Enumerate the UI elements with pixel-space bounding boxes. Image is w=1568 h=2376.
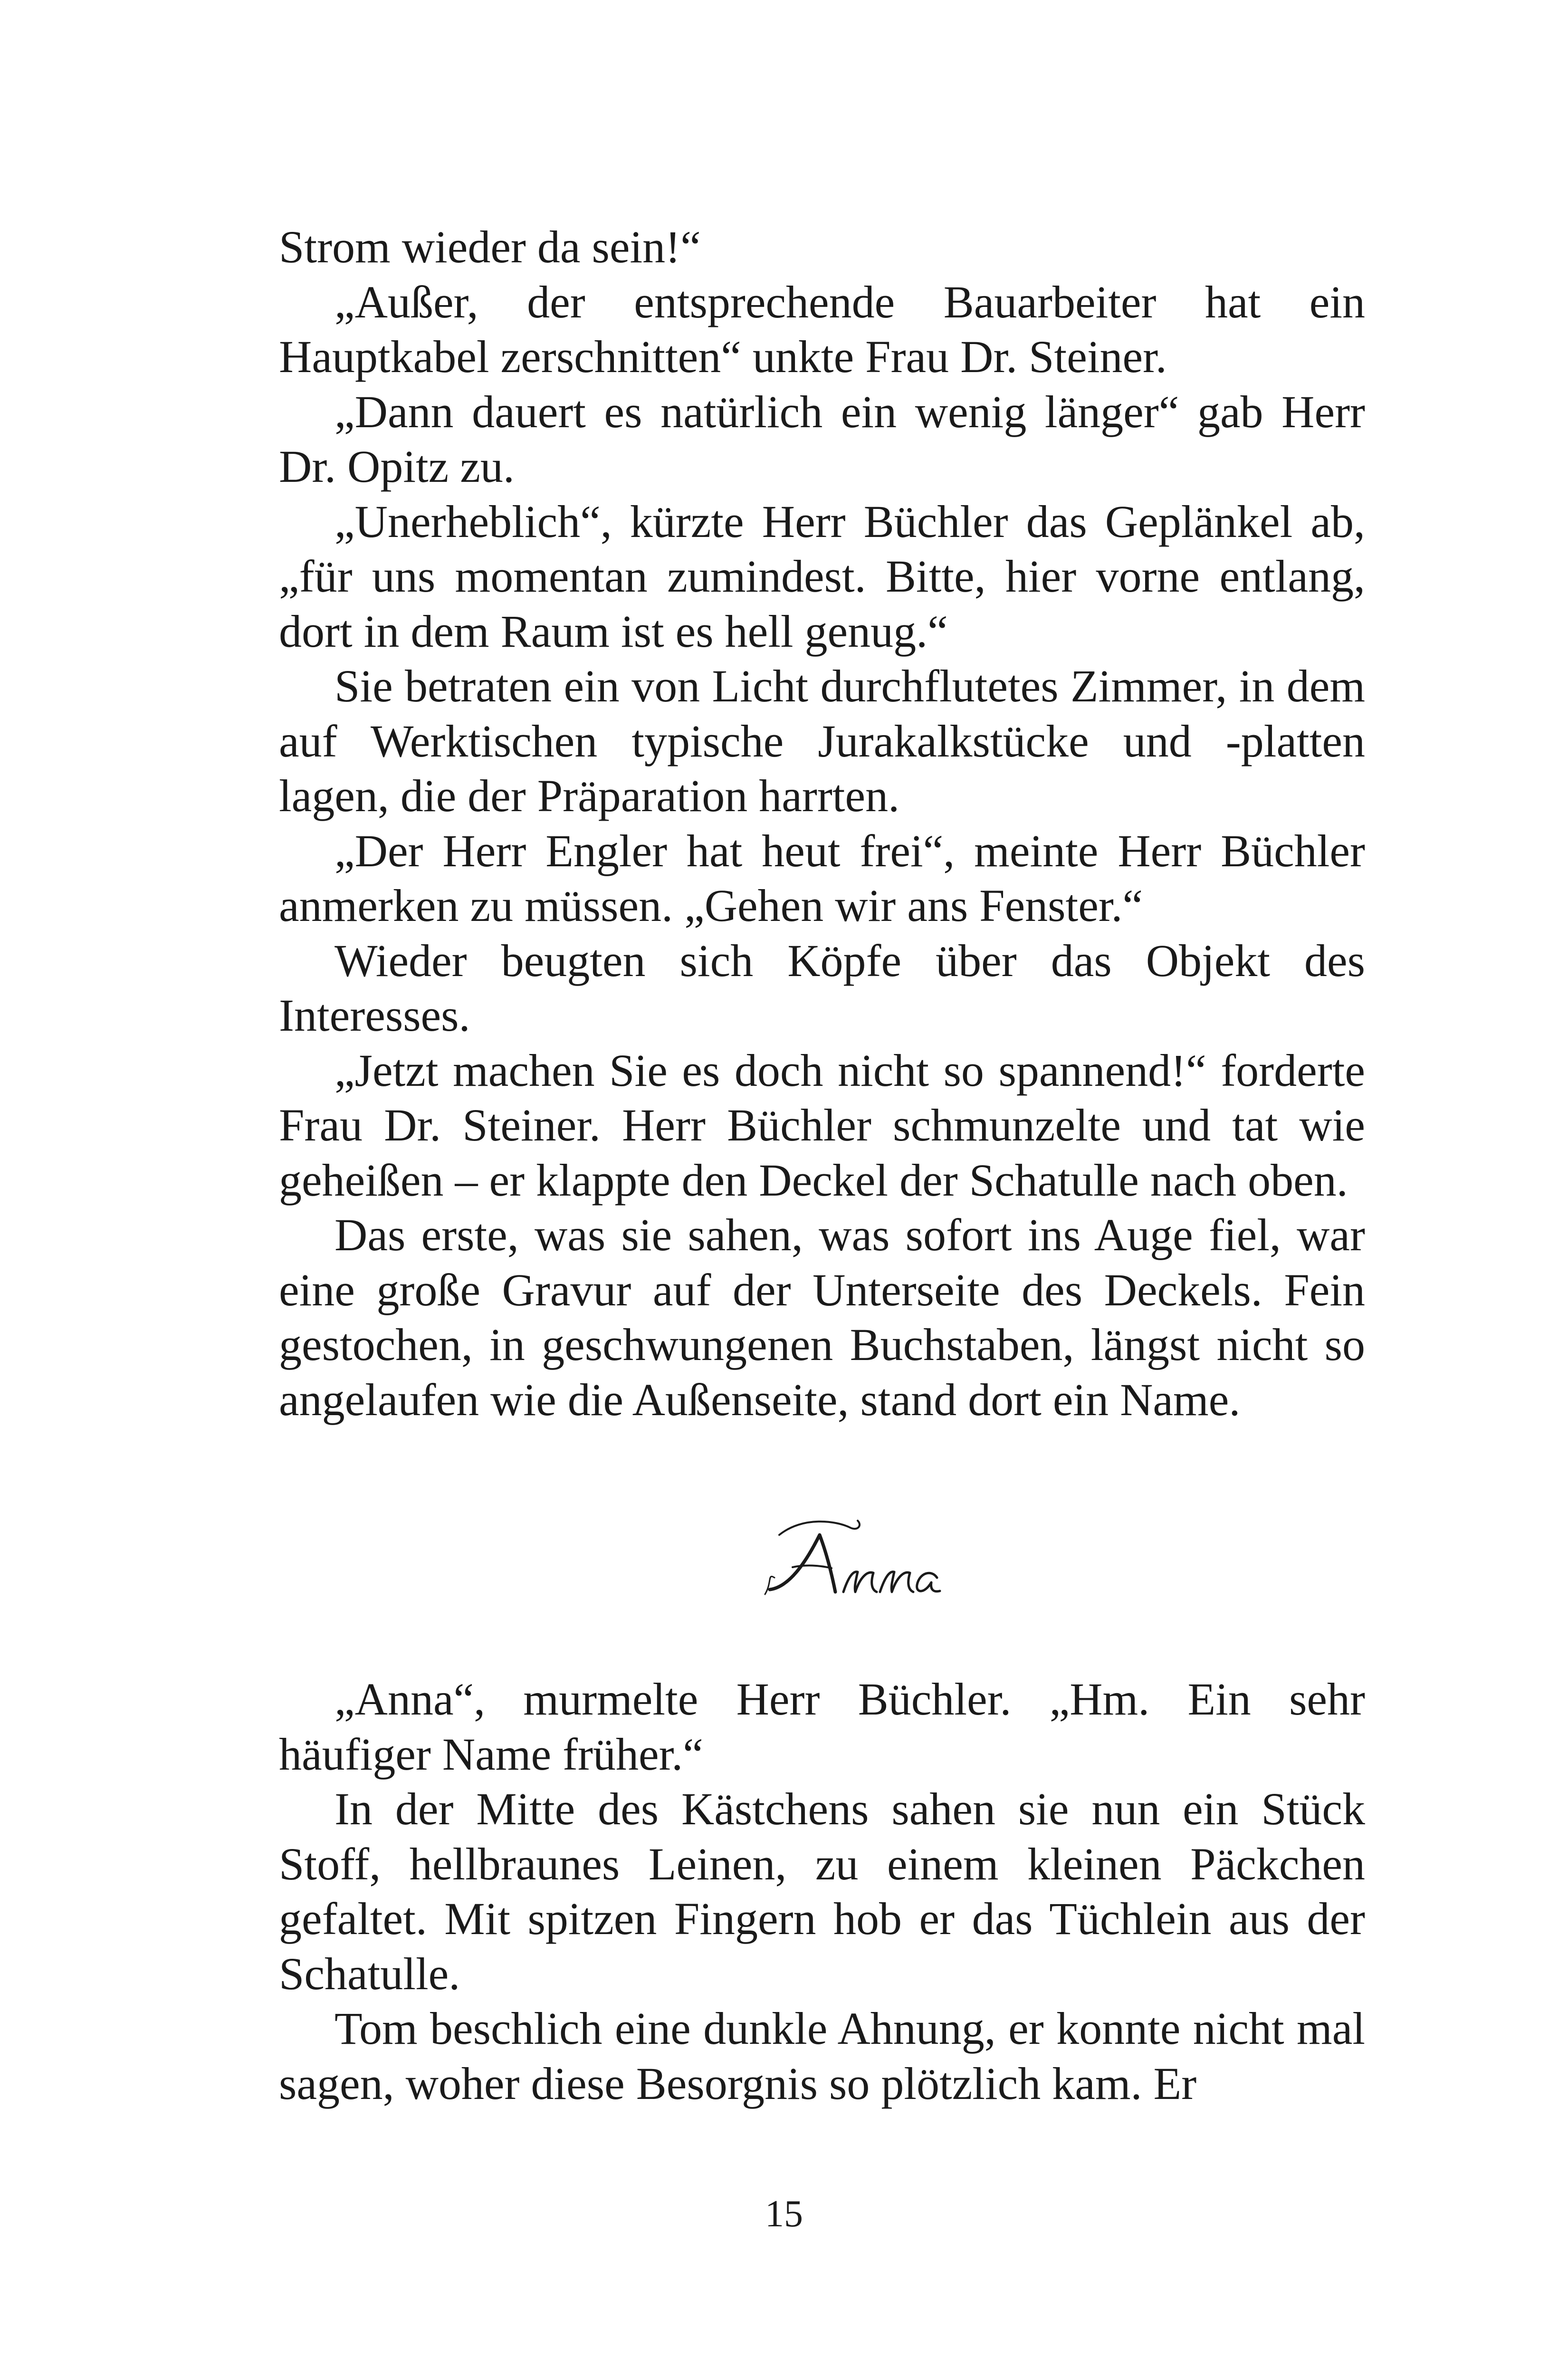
paragraph: „Der Herr Engler hat heut frei“, meinte Herr Büchler anmerken zu müssen. „Gehen wir ans Fenster.“	[279, 825, 1365, 931]
body-text-top	[279, 220, 1365, 1427]
body-text-bottom	[279, 1672, 1365, 2111]
paragraph: Wieder beugten sich Köpfe über das Objekt des Interesses.	[279, 935, 1365, 1041]
paragraph: In der Mitte des Kästchens sahen sie nun ein Stück Stoff, hellbraunes Leinen, zu einem kleinen Päckchen gefaltet. Mit spitzen Fingern hob er das Tüchlein aus der Schatulle.	[279, 1783, 1365, 1999]
paragraph: „Jetzt machen Sie es doch nicht so spannend!“ forderte Frau Dr. Steiner. Herr Büchler schmunzelte und tat wie geheißen – er klappte den Deckel der Schatulle nach oben.	[279, 1044, 1365, 1206]
paragraph: „Außer, der entsprechende Bauarbeiter hat ein Hauptkabel zerschnitten“ unkte Frau Dr. Steiner.	[279, 276, 1365, 382]
paragraph: Das erste, was sie sahen, was sofort ins Auge fiel, war eine große Gravur auf der Unterseite des Deckels. Fein gestochen, in geschwungenen Buchstaben, längst nicht so angelaufen wie die Außenseite, stand dort ein Name.	[279, 1209, 1365, 1425]
page-number: 15	[765, 2193, 803, 2235]
paragraph: „Dann dauert es natürlich ein wenig länger“ gab Herr Dr. Opitz zu.	[279, 386, 1365, 492]
paragraph: Sie betraten ein von Licht durchflutetes Zimmer, in dem auf Werktischen typische Jurakalkstücke und -platten lagen, die der Präparation harrten.	[279, 661, 1365, 821]
paragraph: Tom beschlich eine dunkle Ahnung, er konnte nicht mal sagen, woher diese Besorgnis so plötzlich kam. Er	[279, 2003, 1365, 2109]
anna-engraving-inscription	[760, 1506, 950, 1625]
paragraph: Strom wieder da sein!“	[279, 221, 701, 272]
paragraph: „Unerheblich“, kürzte Herr Büchler das Geplänkel ab, „für uns momentan zumindest. Bitte, hier vorne entlang, dort in dem Raum ist es hell genug.“	[279, 496, 1365, 657]
paragraph: „Anna“, murmelte Herr Büchler. „Hm. Ein sehr häufiger Name früher.“	[279, 1674, 1365, 1780]
